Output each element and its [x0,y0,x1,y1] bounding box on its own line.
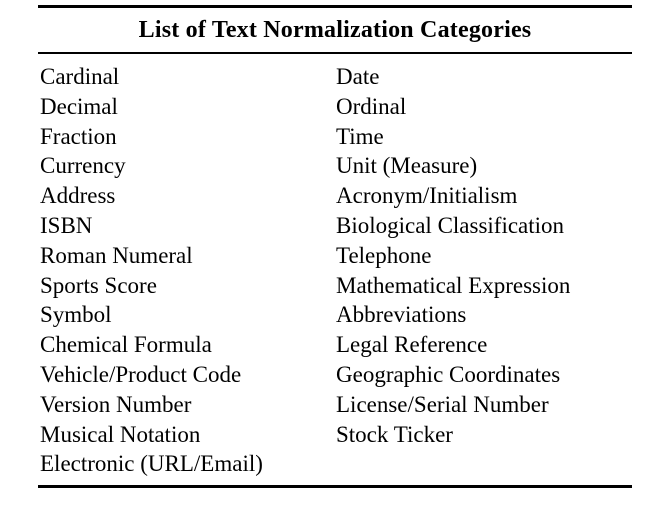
category-cell-right: Date [336,64,380,89]
category-cell-right: Abbreviations [336,302,467,328]
category-cell-right: Stock Ticker [336,421,453,447]
table-row [38,211,632,241]
table-bottom-rule [38,485,632,488]
category-cell-right: Ordinal [336,93,407,119]
category-cell-right: Telephone [336,242,432,268]
table-row [38,330,632,360]
category-cell-left: Cardinal [40,64,120,89]
category-cell-left: Electronic (URL/Email) [40,451,263,477]
category-cell-left: Roman Numeral [40,242,193,268]
category-cell-right: License/Serial Number [336,391,549,417]
category-cell-right [335,449,632,479]
table-row [38,300,632,330]
category-cell-right: Mathematical Expression [336,272,571,298]
category-cell-left: Currency [40,153,126,179]
category-cell-left: Vehicle/Product Code [40,361,242,387]
category-cell-left: Decimal [40,93,118,119]
table-row [38,241,632,271]
table-row [38,92,632,122]
category-cell-left: Fraction [40,123,117,149]
category-cell-left: Symbol [40,302,112,328]
table-title: List of Text Normalization Categories [138,17,532,43]
category-cell-left: Sports Score [40,272,157,298]
category-cell-left: Chemical Formula [40,332,212,358]
category-cell-left: Address [40,183,116,209]
category-cell-left: Musical Notation [40,421,201,447]
categories-table [38,5,632,488]
table-row [38,122,632,152]
category-rows [38,54,632,485]
category-cell-right: Legal Reference [336,332,488,358]
category-cell-right: Time [336,123,384,149]
table-row [38,151,632,181]
category-cell-right: Unit (Measure) [336,153,478,179]
table-row [38,181,632,211]
table-row [38,360,632,390]
category-cell-right: Geographic Coordinates [336,361,561,387]
table-row [38,62,632,92]
table-row [38,449,632,479]
table-row [38,420,632,450]
category-cell-left: Version Number [40,391,192,417]
category-cell-right: Acronym/Initialism [336,183,518,209]
category-cell-right: Biological Classification [336,212,565,238]
table-row [38,390,632,420]
category-cell-left: ISBN [40,212,93,238]
table-row [38,271,632,301]
